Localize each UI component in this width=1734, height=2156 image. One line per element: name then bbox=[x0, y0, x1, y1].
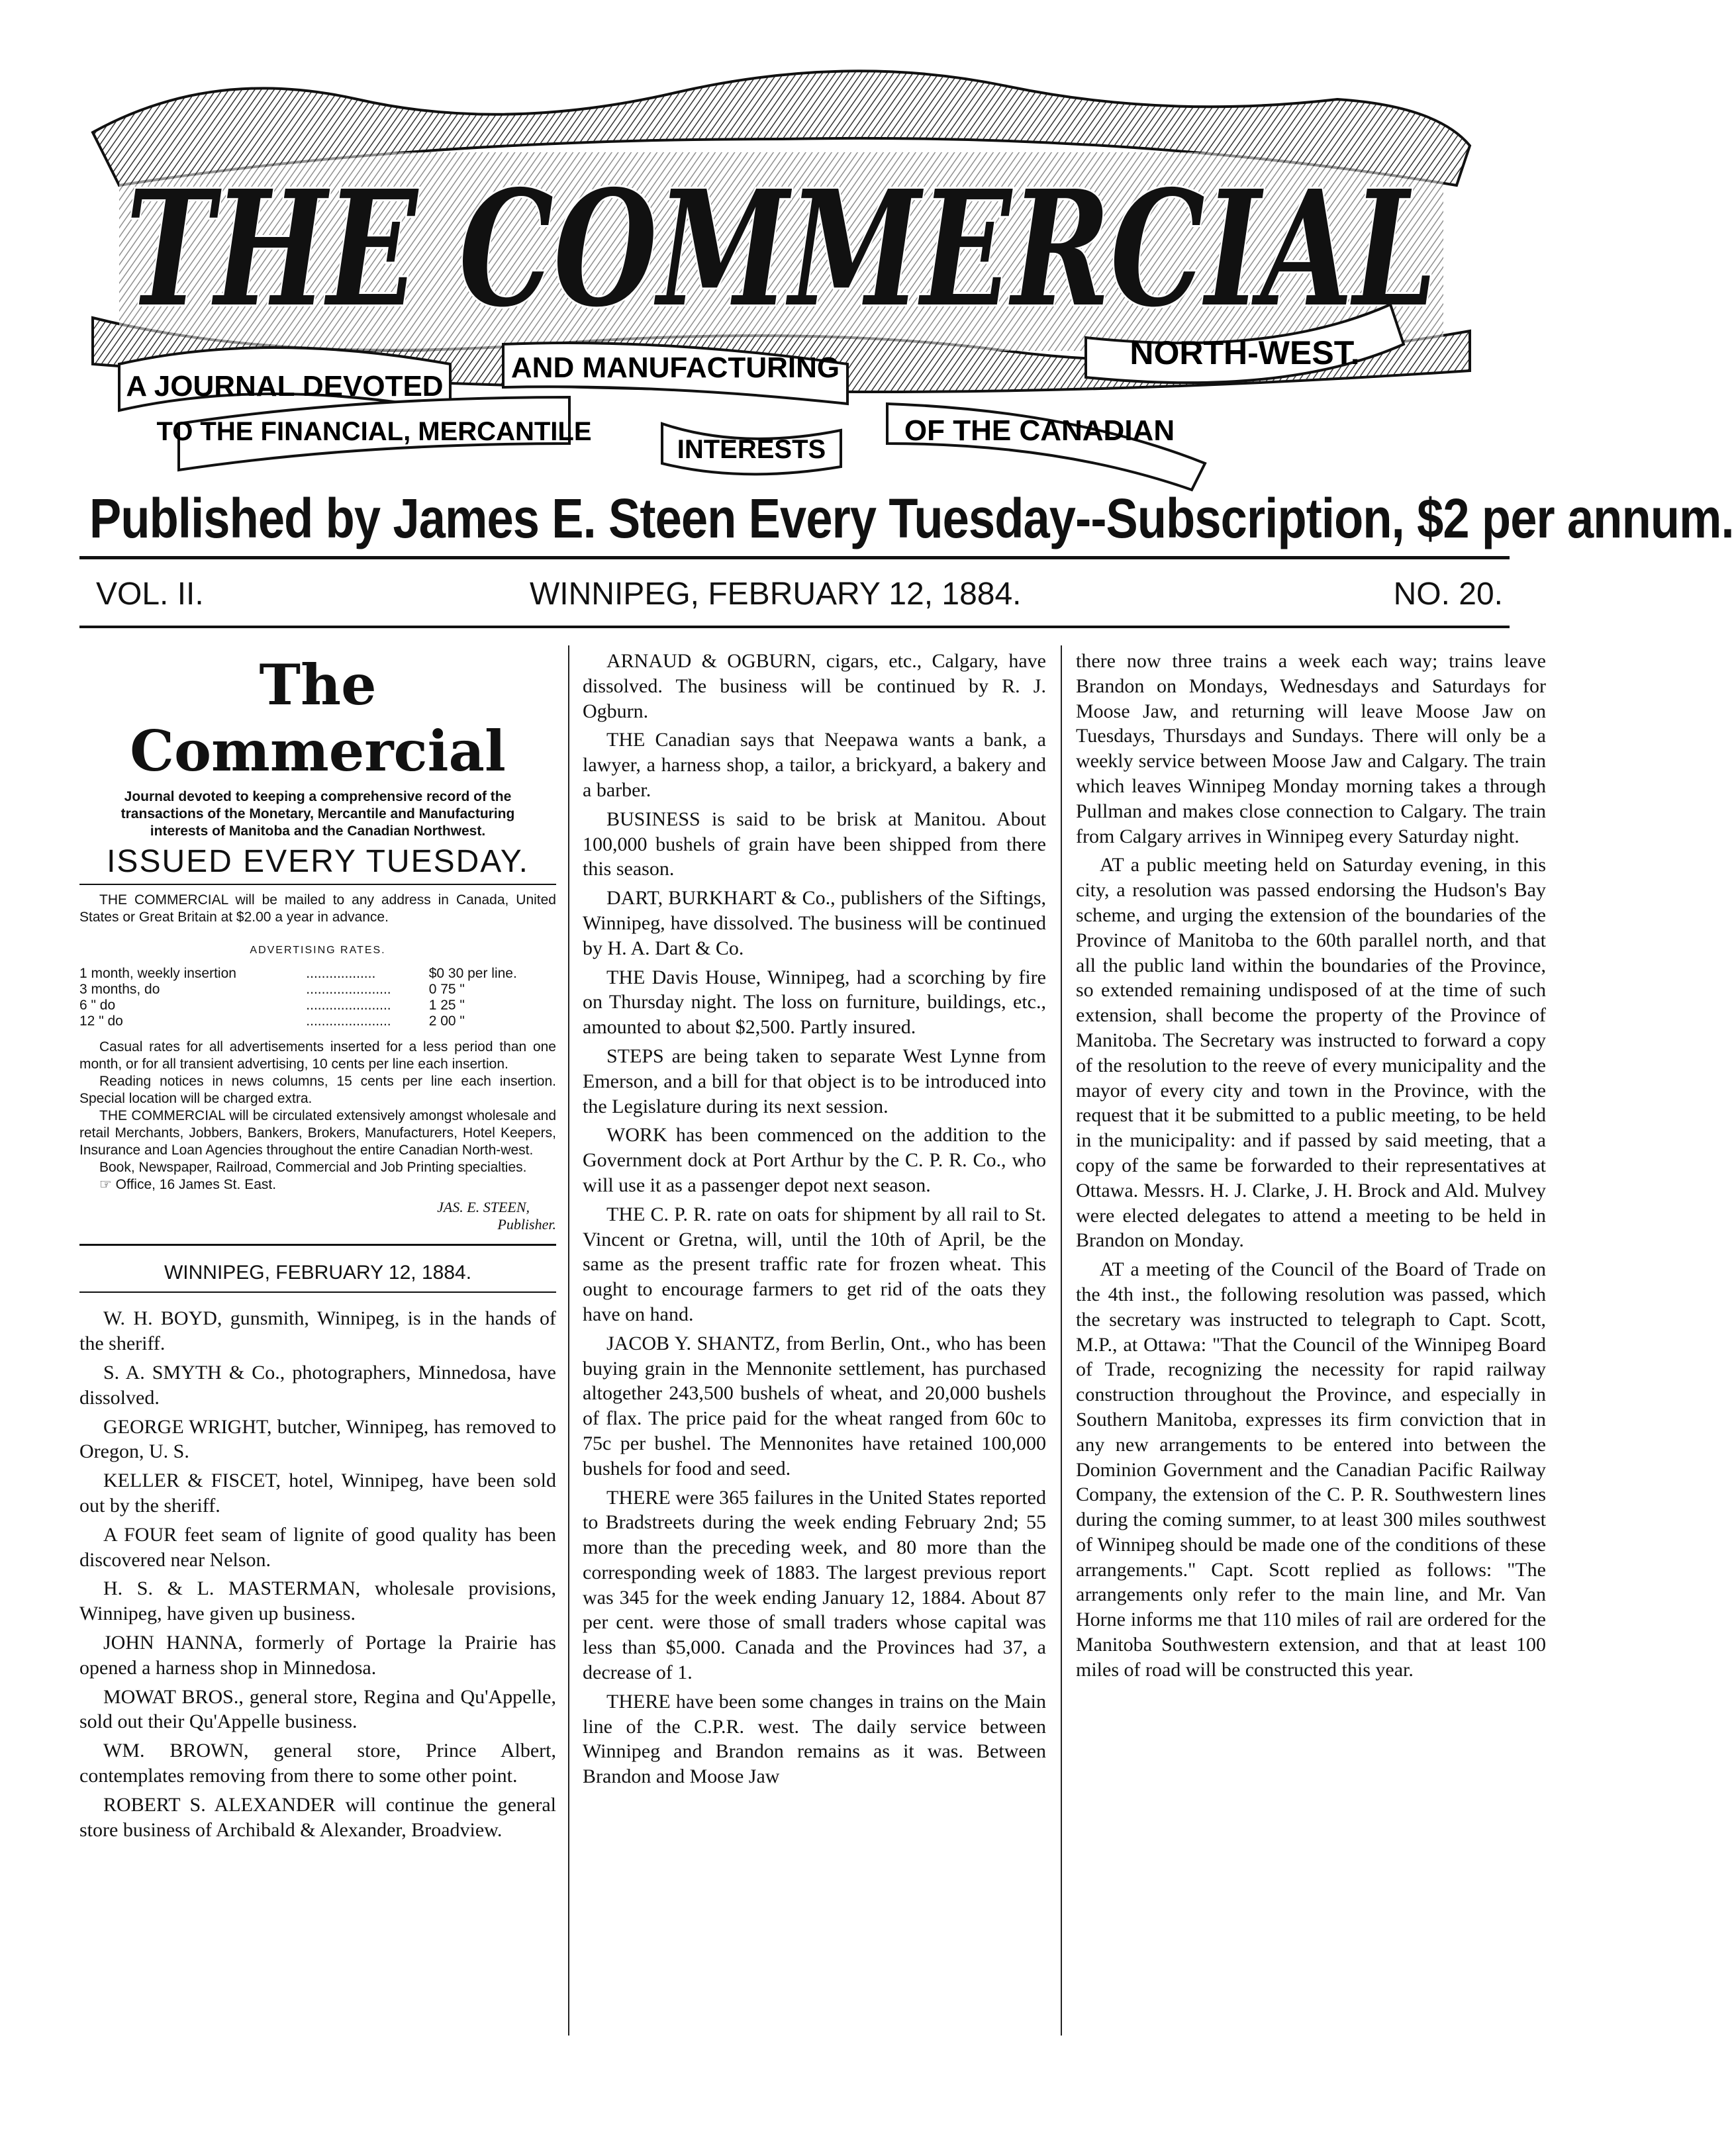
news-item: THERE were 365 failures in the United States reported to Bradstreets during the week ending February 2nd; 55 more than the preceding week, and 80 more than the corresponding week of 1883. The largest previous report was 345 for the week ending January 12, 1884. About 87 per cent. were those of small traders whose capital was less than $5,000. Canada and the Provinces had 37, a decrease of 1. bbox=[583, 1486, 1046, 1684]
news-item: WORK has been commenced on the addition to the Government dock at Port Arthur by the C. P. R. Co., who will use it as a passenger depot next season. bbox=[583, 1124, 1046, 1196]
published-line: Published by James E. Steen Every Tuesday--Subscription, $2 per annum. bbox=[89, 487, 1734, 549]
top-rule bbox=[79, 556, 1510, 559]
news-item: STEPS are being taken to separate West Lynne from Emerson, and a bill for that object is to be introduced into the Legislature during its next session. bbox=[583, 1045, 1046, 1117]
news-item: GEORGE WRIGHT, butcher, Winnipeg, has removed to Oregon, U. S. bbox=[79, 1415, 556, 1463]
news-item: THE C. P. R. rate on oats for shipment by all rail to St. Vincent or Gretna, will, until the 10th of April, be the same as the present traffic rate for frozen wheat. This ought to encourage farmers to get rid of the oats they have on hand. bbox=[583, 1203, 1046, 1325]
dateline-rule-bottom bbox=[79, 1291, 556, 1293]
office-address: ☞ Office, 16 James St. East. bbox=[99, 1176, 277, 1192]
rate-row bbox=[79, 1013, 556, 1029]
nameplate-subtitle: Journal devoted to keeping a comprehensive record of the transactions of the Monetary, Mercantile and Manufacturing interests of Manitoba and the Canadian Northwest. bbox=[120, 789, 515, 839]
publisher-title: Publisher. bbox=[497, 1215, 556, 1233]
column-3 bbox=[1076, 649, 1546, 1687]
rate-price: 0 75 " bbox=[428, 981, 465, 997]
news-item: W. H. BOYD, gunsmith, Winnipeg, is in the hands of the sheriff. bbox=[79, 1307, 556, 1355]
banner-left2-text: TO THE FINANCIAL, MERCANTILE bbox=[156, 417, 592, 446]
column-rule-1 bbox=[568, 645, 569, 2036]
news-item: A FOUR feet seam of lignite of good quality has been discovered near Nelson. bbox=[79, 1523, 556, 1571]
under-volrow-rule bbox=[79, 626, 1510, 628]
issue-date: WINNIPEG, FEBRUARY 12, 1884. bbox=[530, 577, 1022, 612]
column-dateline: WINNIPEG, FEBRUARY 12, 1884. bbox=[164, 1261, 472, 1284]
column-1 bbox=[79, 649, 556, 1846]
news-item: WM. BROWN, general store, Prince Albert, contemplates removing from there to some other point. bbox=[79, 1740, 556, 1787]
banner-right-text: OF THE CANADIAN bbox=[904, 414, 1175, 447]
news-item: MOWAT BROS., general store, Regina and Qu'Appelle, sold out their Qu'Appelle business. bbox=[79, 1685, 556, 1733]
news-item: JACOB Y. SHANTZ, from Berlin, Ont., who has been buying grain in the Mennonite settlement, has purchased altogether 243,500 bushels of wheat, and 20,000 bushels of flax. The price paid for the wheat ranged from 60c to 75c per bushel. The Mennonites have retained 100,000 bushels for food and seed. bbox=[583, 1332, 1046, 1479]
rate-dots: ...................... bbox=[306, 981, 391, 997]
printing-note: Book, Newspaper, Railroad, Commercial and Job Printing specialties. bbox=[99, 1159, 527, 1175]
rate-period: 12 " do bbox=[79, 1013, 123, 1029]
mail-note: THE COMMERCIAL will be mailed to any address in Canada, United States or Great Britain at $2.00 a year in advance. bbox=[79, 892, 556, 925]
rate-price: 2 00 " bbox=[428, 1013, 465, 1029]
news-item: AT a public meeting held on Saturday evening, in this city, a resolution was passed endorsing the Hudson's Bay scheme, and urging the extension of the boundaries of the Province of Manitoba to the 60th parallel north, and that all the public land within the boundaries of the Province, so extended remaining undisposed of at the time of such extension, shall become the property of the Province of Manitoba. The Secretary was instructed to forward a copy of the resolution to the reeve of every municipality and the mayor of every city and town in the Province, with the request that it be submitted to a public meeting, to be held in the municipality: and if passed by said meeting, that a copy of the same be forwarded to their representatives at Ottawa. Messrs. H. J. Clarke, J. H. Brock and Ald. Mulvey were elected delegates to attend a meeting to be held in Brandon on Monday. bbox=[1076, 854, 1546, 1252]
news-item: there now three trains a week each way; trains leave Brandon on Mondays, Wednesdays and Saturdays for Moose Jaw, and returning will leave Moose Jaw on Tuesdays, Thursdays and Sundays. There will only be a weekly service between Moose Jaw and Calgary. The train which leaves Winnipeg Monday morning takes a through Pullman and makes close connection to Calgary. The train from Calgary arrives in Winnipeg every Saturday night. bbox=[1076, 650, 1546, 847]
news-item: THE Canadian says that Neepawa wants a bank, a lawyer, a harness shop, a tailor, a brickyard, a bakery and a barber. bbox=[583, 729, 1046, 801]
news-item: THE Davis House, Winnipeg, had a scorching by fire on Thursday night. The loss on furniture, buildings, etc., amounted to about $2,500. Partly insured. bbox=[583, 966, 1046, 1039]
news-item: BUSINESS is said to be brisk at Manitou. About 100,000 bushels of grain have been shipped from there this season. bbox=[583, 808, 1046, 880]
column-rule-2 bbox=[1061, 645, 1062, 2036]
news-item: DART, BURKHART & Co., publishers of the Siftings, Winnipeg, have dissolved. The business will be continued by H. A. Dart & Co. bbox=[583, 887, 1046, 959]
rate-price: $0 30 per line. bbox=[428, 965, 517, 981]
news-item: JOHN HANNA, formerly of Portage la Prairie has opened a harness shop in Minnedosa. bbox=[79, 1631, 556, 1679]
rate-dots: .................. bbox=[306, 965, 376, 981]
advertising-rates-heading: ADVERTISING RATES. bbox=[250, 944, 386, 956]
news-item: AT a meeting of the Council of the Board of Trade on the 4th inst., the following resolution was passed, which the secretary was instructed to telegraph to Capt. Scott, M.P., at Ottawa: "That the Council of the Winnipeg Board of Trade, recognizing the necessity for rapid railway construction throughout the Province, and especially in Southern Manitoba, expresses its firm conviction that in any new arrangements to be entered into between the Dominion Government and the Canadian Pacific Railway Company, the extension of the C. P. R. Southwestern lines during the coming summer, to at least 300 miles southwest of Winnipeg should be made one of the conditions of these arrangements." Capt. Scott replied as follows: "The arrangements only refer to the main line, and Mr. Van Horne informs me that 110 miles of rail are ordered for the Manitoba Southwestern extension, and that at least 100 miles of road will be constructed this year. bbox=[1076, 1258, 1546, 1681]
issue-number: NO. 20. bbox=[1393, 577, 1503, 612]
rate-period: 1 month, weekly insertion bbox=[79, 965, 236, 981]
rate-price: 1 25 " bbox=[428, 997, 465, 1013]
news-item: S. A. SMYTH & Co., photographers, Minnedosa, have dissolved. bbox=[79, 1361, 556, 1409]
news-item: ARNAUD & OGBURN, cigars, etc., Calgary, have dissolved. The business will be continued by R. J. Ogburn. bbox=[583, 650, 1046, 722]
issued-rule bbox=[79, 884, 556, 885]
banner-left-text: A JOURNAL DEVOTED bbox=[126, 370, 444, 402]
dateline-rule-top bbox=[79, 1244, 556, 1246]
issue-info-row bbox=[79, 576, 1510, 622]
reading-notices-note: Reading notices in news columns, 15 cents per line each insertion. Special location will be charged extra. bbox=[79, 1073, 556, 1106]
volume-label: VOL. II. bbox=[96, 577, 204, 612]
masthead-logo bbox=[79, 53, 1483, 477]
rate-row bbox=[79, 966, 556, 982]
nameplate-title: The Commercial bbox=[130, 652, 506, 784]
rate-row bbox=[79, 998, 556, 1013]
news-item: THERE have been some changes in trains on the Main line of the C.P.R. west. The daily service between Winnipeg and Brandon remains as it was. Between Brandon and Moose Jaw bbox=[583, 1690, 1046, 1788]
news-item: H. S. & L. MASTERMAN, wholesale provisions, Winnipeg, have given up business. bbox=[79, 1577, 556, 1625]
rate-dots: ...................... bbox=[306, 1013, 391, 1029]
banner-mid2-text: INTERESTS bbox=[677, 435, 826, 464]
circulation-note: THE COMMERCIAL will be circulated extensively amongst wholesale and retail Merchants, Jobbers, Bankers, Brokers, Manufacturers, Hotel Keepers, Insurance and Loan Agencies throughout the entire Canadian North-west. bbox=[79, 1107, 556, 1158]
rate-period: 6 " do bbox=[79, 997, 116, 1013]
rate-row bbox=[79, 982, 556, 998]
publisher-name: JAS. E. STEEN, bbox=[437, 1198, 530, 1215]
column-2 bbox=[583, 649, 1046, 1793]
news-item: ROBERT S. ALEXANDER will continue the general store business of Archibald & Alexander, Broadview. bbox=[79, 1793, 556, 1841]
banner-mid-text: AND MANUFACTURING bbox=[510, 352, 840, 384]
rate-dots: ...................... bbox=[306, 997, 391, 1013]
rate-period: 3 months, do bbox=[79, 981, 160, 997]
news-item: KELLER & FISCET, hotel, Winnipeg, have been sold out by the sheriff. bbox=[79, 1470, 556, 1517]
masthead-title: THE COMMERCIAL bbox=[126, 156, 1437, 342]
banner-right2-text: NORTH-WEST. bbox=[1130, 334, 1360, 371]
advertising-rates-table bbox=[79, 966, 556, 1029]
casual-rates-note: Casual rates for all advertisements inserted for a less period than one month, or for all transient advertising, 10 cents per line each insertion. bbox=[79, 1039, 556, 1072]
issued-every-tuesday: ISSUED EVERY TUESDAY. bbox=[107, 844, 529, 879]
